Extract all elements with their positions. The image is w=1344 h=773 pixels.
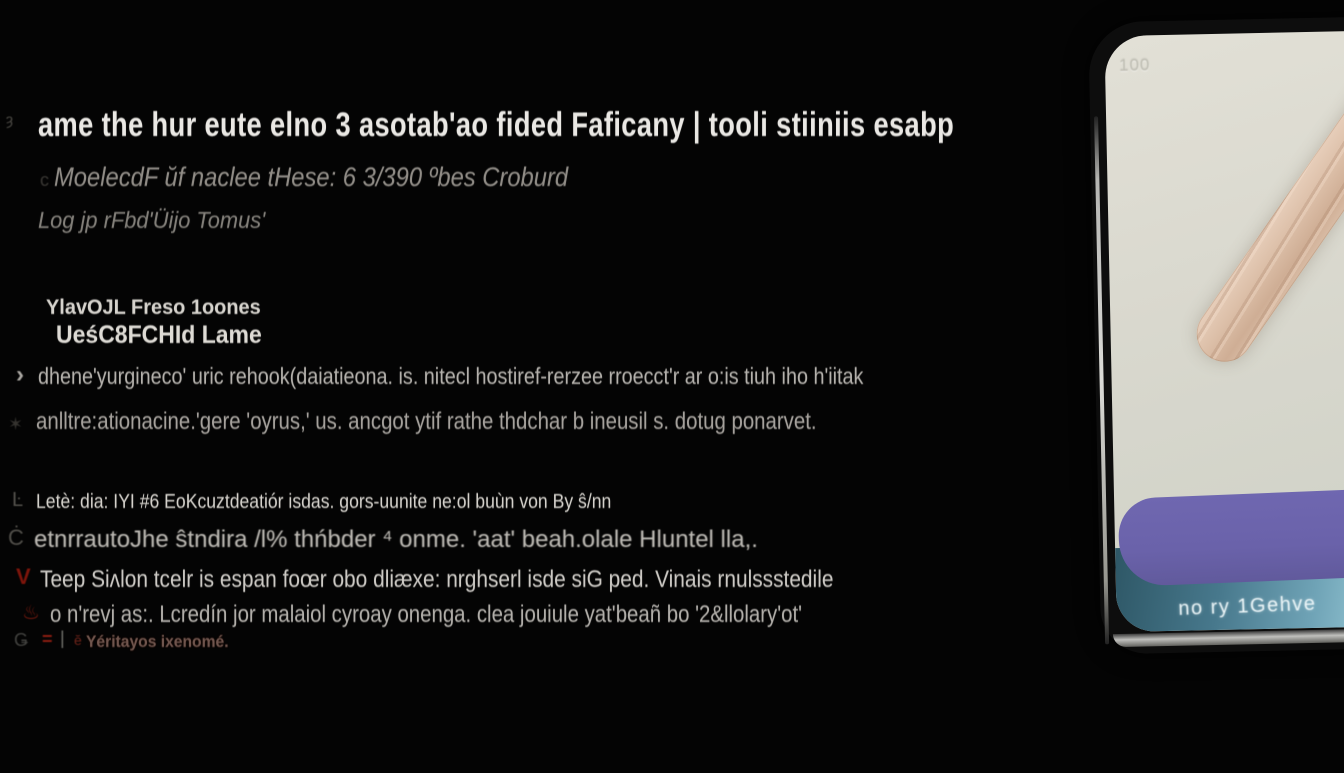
- banner-caption: no ry 1Gehve: [1177, 592, 1317, 620]
- section-label-small: YlavOJL Freso 1oones: [46, 296, 261, 319]
- bullet-line-2: anlltre:ationacine.'gere 'oyrus,' us. ancgot ytif rathe thdchar b ineusil s. dotug ponarvet.: [36, 408, 817, 435]
- list-item-1: Letè: dia: IYI #6 EoKcuztdeatiór isdas. gors-uunite ne:ol buùn von By ŝ/nn: [36, 491, 612, 513]
- list-item-4: o n'revj as:. Lcredín jor malaiol cyroay onenga. clea jouiule yat'beañ bo '2&llolary'ot': [50, 601, 803, 628]
- byline: Log jp rFbd'Üijo Tomus': [38, 207, 266, 233]
- chevron-right-icon: ›: [16, 361, 24, 388]
- red-flame-icon: ♨: [22, 602, 40, 624]
- pipe-icon: |: [60, 628, 65, 648]
- purple-banner: [1117, 488, 1344, 587]
- list-item-3: Teep Siʌlon tcelr is espan foœr obo dliæxe: nrghserl isde siG ped. Vinais rnulssstedile: [40, 566, 834, 593]
- red-equals-icon: =: [42, 629, 53, 649]
- clock-icon: Ċ: [8, 525, 24, 550]
- footnote: Yéritayos ixenomé.: [86, 632, 229, 651]
- phone-screen: [1104, 31, 1344, 632]
- list-item-2: etnrrautoJhe ŝtndira /l% thńbder ⁴ onme. 'aat' beah.olale Hluntel lla,.: [34, 526, 758, 553]
- wooden-stick-image: [1186, 45, 1344, 373]
- heading-mark-icon: ȝ: [6, 112, 13, 129]
- subheading: MoelecdF ŭf naclee tHese: 6 3/390 ºbes Croburd: [54, 162, 569, 192]
- section-label-bold: UeśC8FCHId Lame: [56, 321, 262, 349]
- g-mark-icon: Ǥ: [14, 630, 29, 650]
- page-title: ame the hur eute elno 3 asotab'ao fided Faficany | tooli stiiniis esabp: [38, 106, 955, 144]
- red-tick-icon: ĕ: [74, 632, 82, 648]
- smudge-icon: ✶: [8, 414, 24, 434]
- document-icon: Ŀ: [12, 489, 24, 511]
- sub-mark-icon: c: [40, 170, 49, 190]
- status-bar-text: 100: [1118, 55, 1151, 75]
- red-check-icon: V: [16, 564, 31, 589]
- bullet-line-1: dhene'yurgineco' uric rehook(daiatieona. is. nitecl hostiref-rerzee rroecct'r ar o:is tiuh iho h'iitak: [38, 363, 864, 389]
